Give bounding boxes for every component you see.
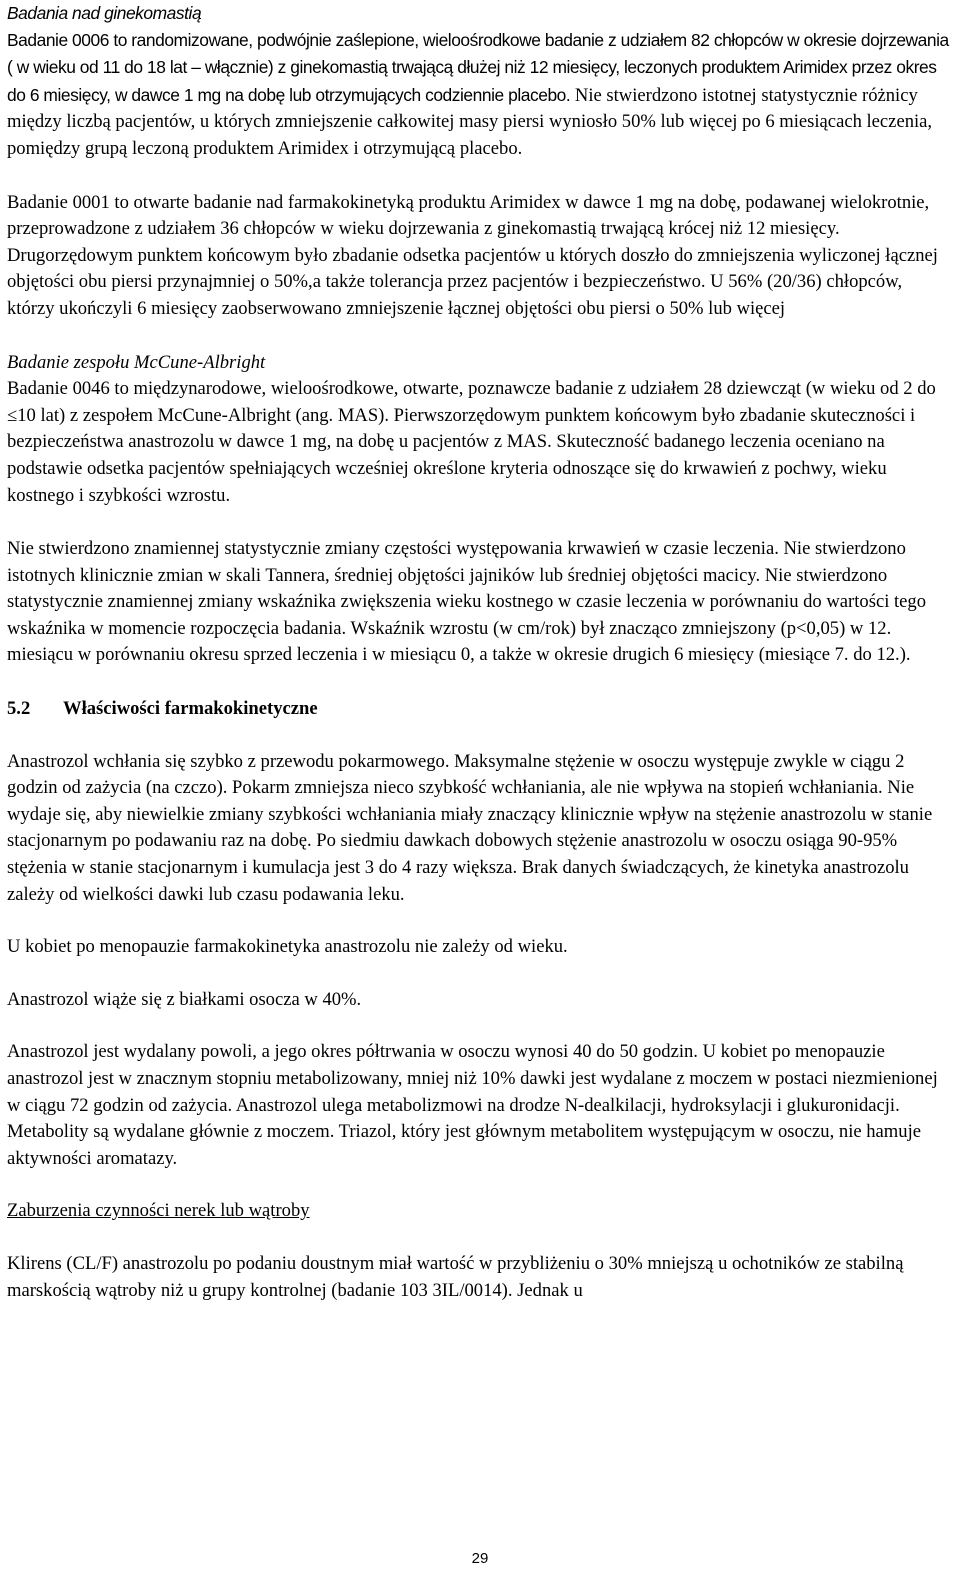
heading-gynecomastia-studies: Badania nad ginekomastią: [7, 3, 202, 23]
document-page: [7, 0, 951, 1304]
paragraph-elimination: Anastrozol jest wydalany powoli, a jego okres półtrwania w osoczu wynosi 40 do 50 godzin. U kobiet po menopauzie anastrozol jest w znacznym stopniu metabolizowany, mniej niż 10% dawki jest wydalane z moczem w postaci niezmienionej w ciągu 72 godzin od zażycia. Anastrozol ulega metabolizmowi na drodze N-dealkilacji, hydroksylacji i glukuronidacji. Metabolity są wydalane głównie z moczem. Triazol, który jest głównym metabolitem występującym w osoczu, nie hamuje aktywności aromatazy.: [7, 1041, 938, 1169]
paragraph-study-0046: Badanie 0046 to międzynarodowe, wieloośrodkowe, otwarte, poznawcze badanie z udziałem 28 dziewcząt (w wieku od 2 do ≤10 lat) z zespołem McCune-Albright (ang. MAS). Pierwszorzędowym punktem końcowym było zbadanie skuteczności i bezpieczeństwa anastrozolu w dawce 1 mg, na dobę u pacjentów z MAS. Skuteczność badanego leczenia oceniano na podstawie odsetka pacjentów spełniających wcześniej określone kryteria odnoszące się do krwawień z pochwy, wieku kostnego i szybkości wzrostu.: [7, 378, 936, 506]
section-number: 5.2: [7, 698, 31, 720]
section-heading-5-2: [7, 696, 951, 723]
paragraph-protein-binding: Anastrozol wiąże się z białkami osocza w 40%.: [7, 988, 362, 1010]
paragraph-study-0006-part2: Nie stwierdzono istotnej statystycznie różnicy między liczbą pacjentów, u których zmniejszenie całkowitej masy piersi wyniosło 50% lub więcej po 6 miesiącach leczenia, pomiędzy grupą leczoną produktem Arimidex i otrzymującą placebo.: [7, 84, 933, 159]
paragraph-age: U kobiet po menopauzie farmakokinetyka anastrozolu nie zależy od wieku.: [7, 936, 568, 958]
heading-renal-hepatic: Zaburzenia czynności nerek lub wątroby: [7, 1200, 310, 1222]
paragraph-absorption: Anastrozol wchłania się szybko z przewodu pokarmowego. Maksymalne stężenie w osoczu występuje zwykle w ciągu 2 godzin od zażycia (na czczo). Pokarm zmniejsza nieco szybkość wchłaniania, ale nie wpływa na stopień wchłaniania. Nie wydaje się, aby niewielkie zmiany szybkości wchłaniania miały znaczący klinicznie wpływ na stężenie anastrozolu w stanie stacjonarnym po podawaniu raz na dobę. Po siedmiu dawkach dobowych stężenie anastrozolu w osoczu osiąga 90-95% stężenia w stanie stacjonarnym i kumulacja jest 3 do 4 razy większa. Brak danych świadczących, że kinetyka anastrozolu zależy od wielkości dawki lub czasu podawania leku.: [7, 750, 933, 905]
paragraph-study-0006-part1: Badanie 0006 to randomizowane, podwójnie zaślepione, wieloośrodkowe badanie z udziałem 82 chłopców w okresie dojrzewania ( w wieku od 11 do 18 lat – włącznie) z ginekomastią trwającą dłużej niż 12 miesięcy, leczonych produktem Arimidex przez okres do 6 miesięcy, w dawce 1 mg na dobę lub otrzymujących codziennie placebo.: [7, 29, 949, 105]
paragraph-mas-results: Nie stwierdzono znamiennej statystycznie zmiany częstości występowania krwawień w czasie leczenia. Nie stwierdzono istotnych klinicznie zmian w skali Tannera, średniej objętości jajników lub średniej objętości macicy. Nie stwierdzono statystycznie znamiennej zmiany wskaźnika zwiększenia wieku kostnego w czasie leczenia w porównaniu do wartości tego wskaźnika w momencie rozpoczęcia badania. Wskaźnik wzrostu (w cm/rok) był znacząco zmniejszony (p<0,05) w 12. miesiącu w porównaniu okresu sprzed leczenia i w miesiącu 0, a także w okresie drugich 6 miesięcy (miesiące 7. do 12.).: [7, 538, 927, 666]
paragraph-study-0001: Badanie 0001 to otwarte badanie nad farmakokinetyką produktu Arimidex w dawce 1 mg na dobę, podawanej wielokrotnie, przeprowadzone z udziałem 36 chłopców w wieku dojrzewania z ginekomastią trwającą krócej niż 12 miesięcy. Drugorzędowym punktem końcowym było zbadanie odsetka pacjentów u których doszło do zmniejszenia wyliczonej łącznej objętości obu piersi przynajmniej o 50%,a także tolerancja przez pacjentów i bezpieczeństwo. U 56% (20/36) chłopców, którzy ukończyli 6 miesięcy zaobserwowano zmniejszenie łącznej objętości obu piersi o 50% lub więcej: [7, 191, 938, 319]
paragraph-study-0006: [7, 27, 951, 163]
heading-mccune-albright: Badanie zespołu McCune-Albright: [7, 351, 266, 373]
paragraph-clearance: Klirens (CL/F) anastrozolu po podaniu doustnym miał wartość w przybliżeniu o 30% mniejszą u ochotników ze stabilną marskością wątroby niż u grupy kontrolnej (badanie 103 3IL/0014). Jednak u: [7, 1252, 904, 1301]
page-number: 29: [471, 1550, 489, 1567]
section-title: Właściwości farmakokinetyczne: [63, 698, 318, 720]
